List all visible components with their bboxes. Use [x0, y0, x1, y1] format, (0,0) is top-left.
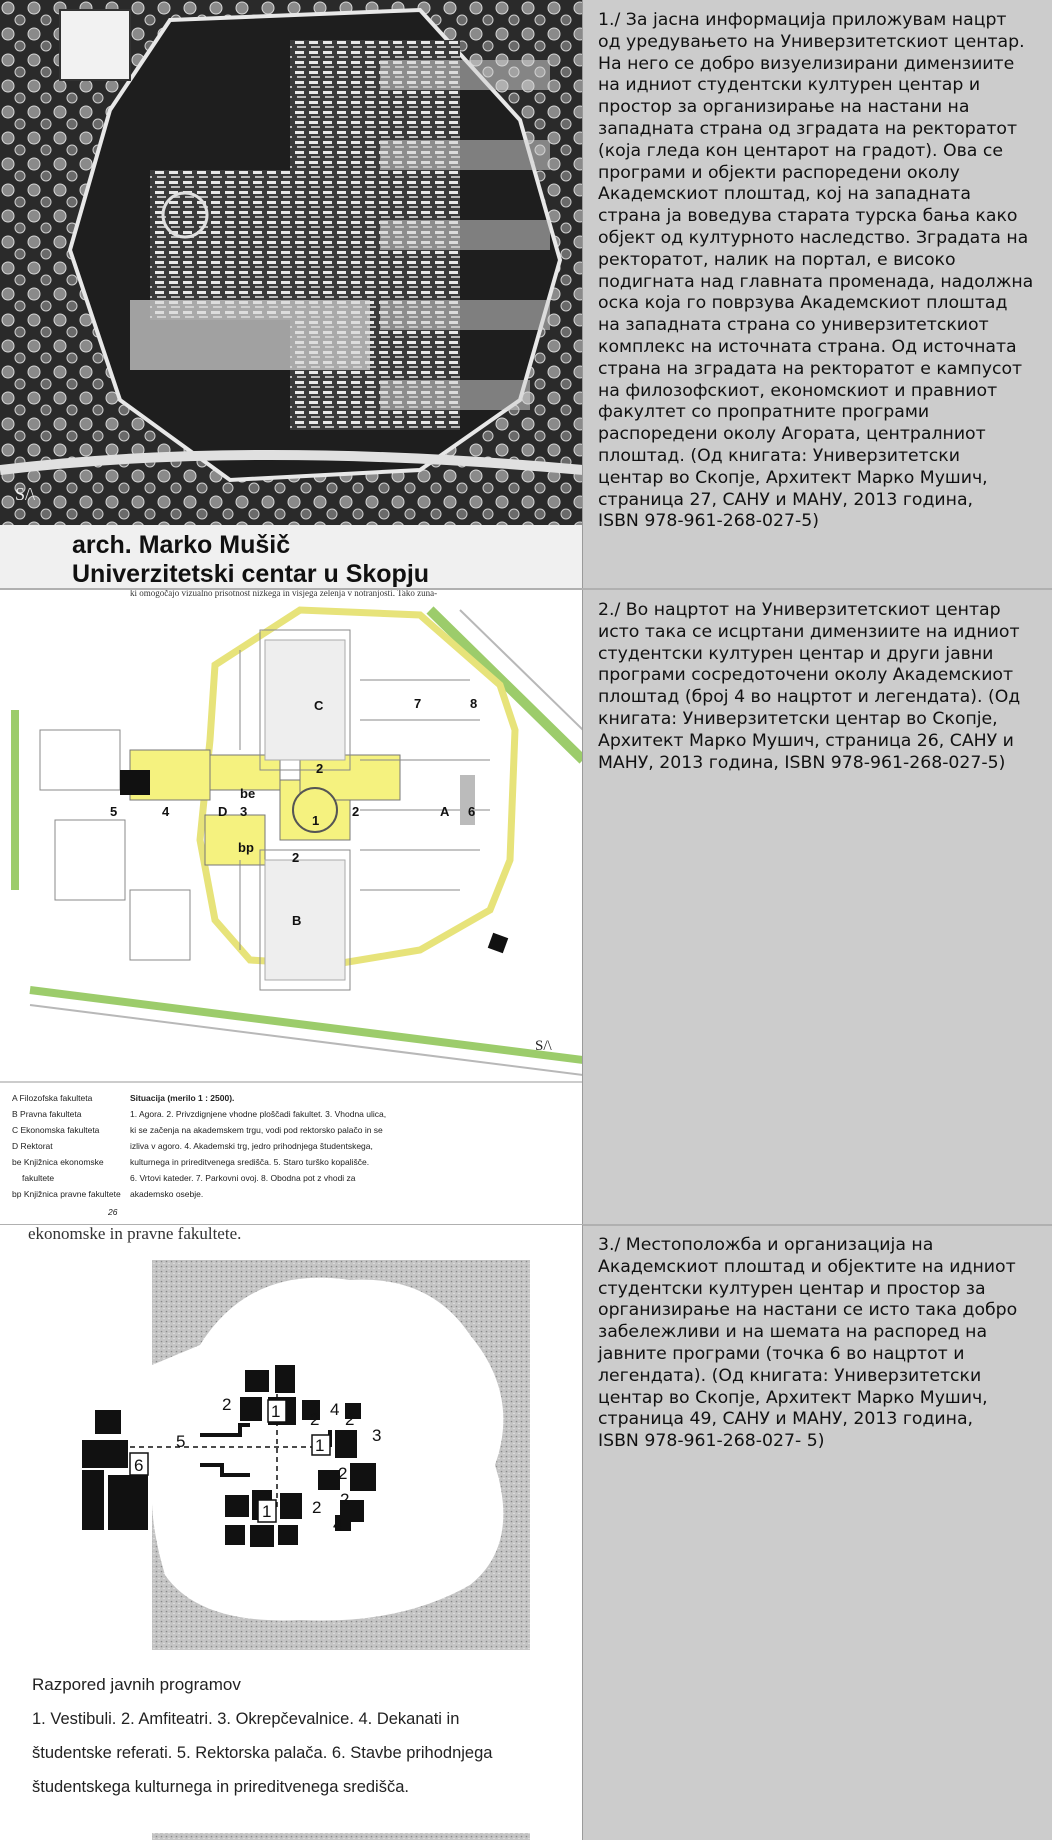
program-diagram-image [0, 1225, 583, 1840]
legend-left-line: A Filozofska fakulteta [12, 1093, 93, 1103]
legend-left-line: be Knjižnica ekonomske [12, 1157, 104, 1167]
diagram-label: 2 [310, 1410, 320, 1429]
diagram-legend-line: študentske referati. 5. Rektorska palača. 6. Stavbe prihodnjega [32, 1744, 493, 1762]
legend-right-line: 6. Vrtovi kateder. 7. Parkovni ovoj. 8. Obodna pot z vhodi za [130, 1173, 356, 1183]
plan-label: 4 [162, 804, 170, 819]
legend-right-line: izliva v agoro. 4. Akademski trg, jedro prihodnjega študentskega, [130, 1141, 373, 1151]
legend-left-line: fakultete [22, 1173, 55, 1183]
figure-row-3 [0, 1225, 1052, 1840]
diagram-label: 1 [271, 1402, 281, 1421]
diagram-label: 2 [312, 1498, 322, 1517]
plan-label: be [240, 786, 256, 801]
figure-row-1 [0, 0, 1052, 588]
diagram-label: 1 [262, 1502, 272, 1521]
plan-label: 2 [352, 804, 360, 819]
diagram-label: 4 [333, 1515, 343, 1534]
legend-title: Situacija (merilo 1 : 2500). [130, 1093, 235, 1103]
plan-label: 2 [292, 850, 300, 865]
legend-left-line: D Rektorat [12, 1141, 53, 1151]
legend-right-line: kulturnega in prireditvenega središča. 5. Staro turško kopališče. [130, 1157, 370, 1167]
plan-label: D [218, 804, 228, 819]
north-arrow-mark: S/\ [15, 484, 36, 504]
legend-left-line: C Ekonomska fakulteta [12, 1125, 100, 1135]
plan-label: 3 [240, 804, 248, 819]
site-plan-image [0, 590, 583, 1224]
page-number: 26 [108, 1207, 118, 1217]
diagram-label: 4 [330, 1400, 340, 1419]
plan-label: 6 [468, 804, 476, 819]
caption-3: 3./ Местоположба и организација на Академскиот плоштад и објектите на идниот студентски културен центар и простор за организирање на настани се исто така добро забележливи и на шемата на распоред на јавните програми (точка 6 во нацртот и легендата). (Од книгата: Универзитетски центар во Скопје, Архитект Марко Мушич, страница 49, САНУ и МАНУ, 2013 година, ISBN 978-961-268-027- 5) [598, 1235, 1018, 1452]
diagram-legend-line: študentskega kulturnega in prireditvenega središča. [32, 1778, 409, 1796]
legend-right-line: ki se začenja na akademskem trgu, vodi pod rektorsko palačo in se [130, 1125, 383, 1135]
caption-2: 2./ Во нацртот на Универзитетскиот центар исто така се исцртани димензиите на идниот студентски културен центар и други јавни програми сосредоточени околу Академскиот плоштад (број 4 во нацртот и легендата). (Од книгата: Универзитетски центар во Скопје, Архитект Марко Мушич, страница 26, САНУ и МАНУ, 2013 година, ISBN 978-961-268-027-5) [598, 600, 1021, 773]
figure-row-2 [0, 590, 1052, 1224]
diagram-label: 2 [340, 1490, 350, 1509]
top-cut-text: ekonomske in pravne fakultete. [28, 1225, 242, 1243]
diagram-label: 6 [134, 1456, 144, 1475]
plan-label: 2 [316, 761, 324, 776]
plan-label: 5 [110, 804, 118, 819]
caption-1: 1./ За јасна информација приложувам нацрт од уредувањето на Универзитетскиот центар. На него се добро визуелизирани димензиите на идниот студентски културен центар и простор за организирање на настани на западната страна од зградата на ректоратот (која гледа кон центарот на градот). Ова се програми и објекти распоредени околу Академскиот плоштад, кој на западната страна ја воведува старата турска бања како објект од културното наследство. Зградата на ректоратот, налик на портал, е високо подигната над главната променада, надолжна оска која го поврзува Академскиот плоштад на западната страна со универзитетскиот комплекс на источната страна. Од источната страна на зградата на ректоратот е кампусот на филозофскиот, економскиот и правниот факултет со пропратните програми распоредени околу Агората, централниот плоштад. (Од книгата: Универзитетски центар во Скопје, Архитект Марко Мушич, страница 27, САНУ и МАНУ, 2013 година, ISBN 978-961-268-027-5) [598, 10, 1034, 532]
image-title-line-1: arch. Marko Mušič [72, 531, 291, 559]
legend-right-line: 1. Agora. 2. Privzdignjene vhodne ploščadi fakultet. 3. Vhodna ulica, [130, 1109, 387, 1119]
diagram-label: 3 [372, 1426, 382, 1445]
north-arrow-mark: S/\ [535, 1038, 552, 1054]
diagram-label: 5 [176, 1432, 186, 1451]
top-cut-text: ki omogočajo vizualno prisotnost nizkega in visjega zelenja v notranjosti. Tako zuna- [130, 590, 438, 598]
plan-label: C [314, 698, 324, 713]
diagram-label: 2 [222, 1395, 232, 1414]
image-title-line-2: Univerzitetski centar u Skopju [72, 560, 430, 588]
plan-label: 1 [312, 813, 320, 828]
plan-label: 8 [470, 696, 478, 711]
diagram-label: 2 [345, 1410, 355, 1429]
aerial-plan-image [0, 0, 583, 588]
plan-label: B [292, 913, 302, 928]
diagram-label: 2 [338, 1464, 348, 1483]
legend-right-line: akademsko osebje. [130, 1189, 204, 1199]
diagram-title: Razpored javnih programov [32, 1675, 241, 1694]
legend-left-line: B Pravna fakulteta [12, 1109, 82, 1119]
plan-label: A [440, 804, 450, 819]
legend-left-line: bp Knjižnica pravne fakultete [12, 1189, 121, 1199]
plan-label: bp [238, 840, 254, 855]
diagram-label: 1 [315, 1436, 325, 1455]
diagram-legend-line: 1. Vestibuli. 2. Amfiteatri. 3. Okrepčevalnice. 4. Dekanati in [32, 1710, 460, 1728]
plan-label: 7 [414, 696, 422, 711]
